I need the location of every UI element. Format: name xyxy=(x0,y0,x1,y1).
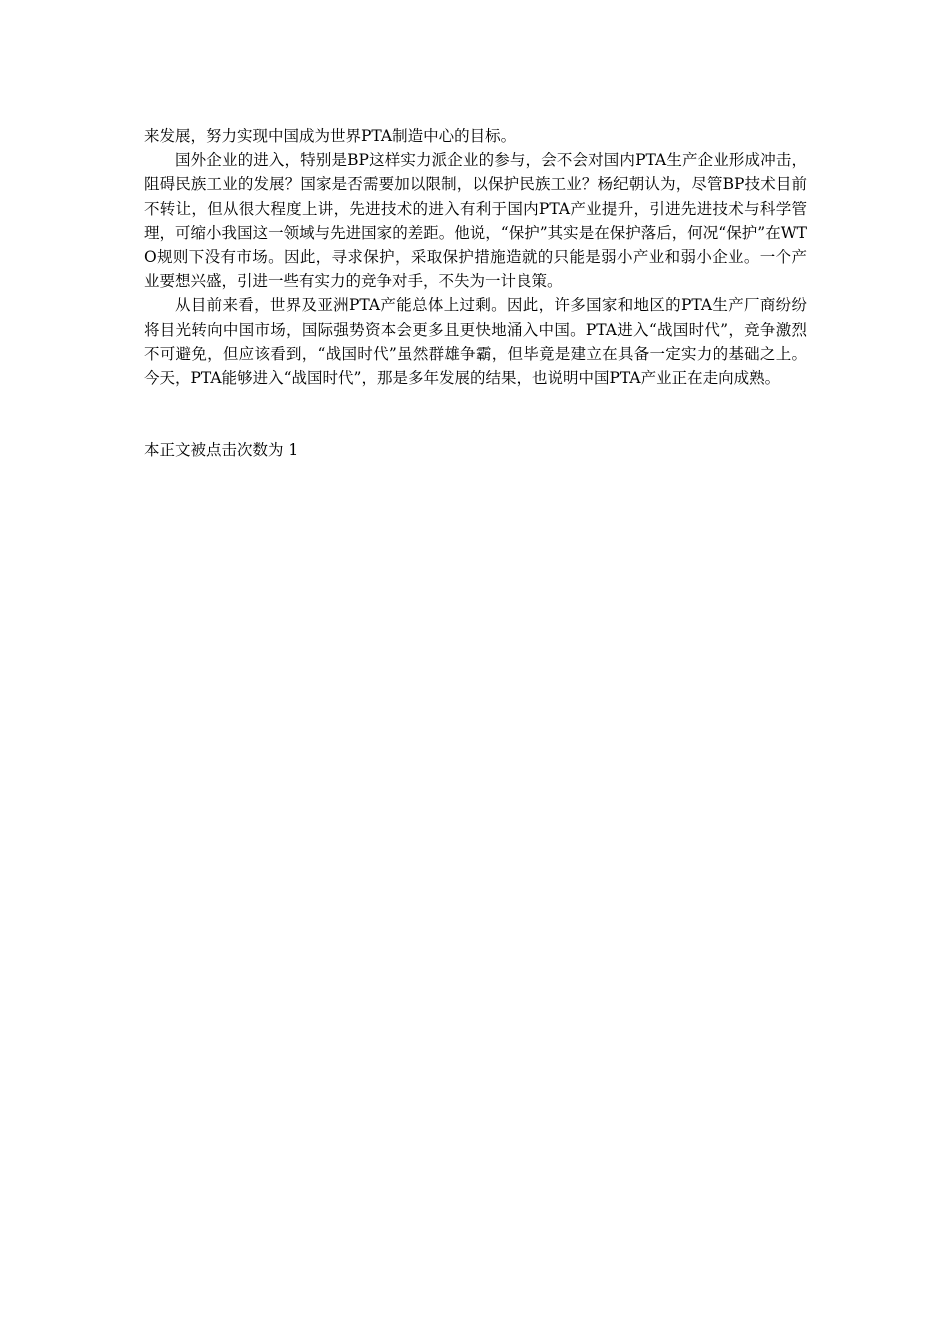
click-count-note: 本正文被点击次数为 1 xyxy=(144,441,299,460)
document-page xyxy=(144,124,807,462)
spacer xyxy=(144,390,807,438)
paragraph-continuation: 来发展，努力实现中国成为世界PTA制造中心的目标。 xyxy=(144,127,517,145)
paragraph-market-outlook: 从目前来看，世界及亚洲PTA产能总体上过剩。因此，许多国家和地区的PTA生产厂商纷纷将目光转向中国市场，国际强势资本会更多且更快地涌入中国。PTA进入“战国时代”，竞争激烈不可避免，但应该看到，“战国时代”虽然群雄争霸，但毕竟是建立在具备一定实力的基础之上。今天，PTA能够进入“战国时代”，那是多年发展的结果，也说明中国PTA产业正在走向成熟。 xyxy=(144,296,807,388)
paragraph-foreign-entry: 国外企业的进入，特别是BP这样实力派企业的参与，会不会对国内PTA生产企业形成冲击，阻碍民族工业的发展？国家是否需要加以限制，以保护民族工业？杨纪朝认为，尽管BP技术目前不转让，但从很大程度上讲，先进技术的进入有利于国内PTA产业提升，引进先进技术与科学管理，可缩小我国这一领域与先进国家的差距。他说，“保护”其实是在保护落后，何况“保护”在WTO规则下没有市场。因此，寻求保护，采取保护措施造就的只能是弱小产业和弱小企业。一个产业要想兴盛，引进一些有实力的竞争对手，不失为一计良策。 xyxy=(144,151,807,291)
